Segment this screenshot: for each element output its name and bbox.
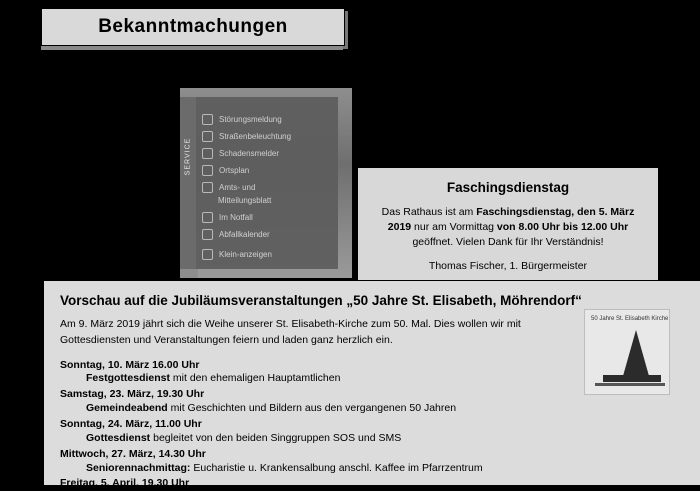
faschingsdienstag-signature: Thomas Fischer, 1. Bürgermeister (428, 259, 588, 272)
event-item (60, 448, 684, 476)
service-item: Im Notfall (202, 211, 338, 223)
bekanntmachungen-banner (41, 8, 345, 46)
church-base-shape (595, 383, 665, 386)
service-item: Straßenbeleuchtung (202, 130, 338, 142)
event-detail-bold: Gottesdienst (86, 431, 151, 444)
event-when: Mittwoch, 27. März, 14.30 Uhr (60, 447, 206, 460)
ads-icon (202, 249, 213, 260)
fasching-hours: von 8.00 Uhr bis 12.00 Uhr (496, 221, 629, 234)
church-spire-shape (623, 330, 649, 376)
service-item: Amts- und (202, 181, 338, 193)
faschingsdienstag-notice (358, 168, 658, 280)
vorschau-intro: Am 9. März 2019 jährt sich die Weihe unserer St. Elisabeth-Kirche zum 50. Mal. Dies wollen wir mit Gottesdiensten und Veranstaltungen feiern und laden ganz herzlich ein. (60, 318, 521, 346)
event-detail-bold: Gemeindeabend (86, 402, 168, 415)
banner-underline (41, 46, 343, 50)
lamp-icon (202, 131, 213, 142)
fasching-text-1: Das Rathaus ist am (381, 206, 477, 218)
church-thumbnail-text: 50 Jahre St. Elisabeth Kirche (591, 316, 669, 322)
event-detail-rest: mit Geschichten und Bildern aus den vergangenen 50 Jahren (167, 402, 457, 415)
vorschau-article (44, 281, 700, 490)
event-detail (60, 402, 684, 416)
service-tab (180, 97, 196, 269)
faschingsdienstag-body (370, 205, 646, 251)
event-detail-rest: mit den ehemaligen Hauptamtlichen (170, 372, 341, 385)
service-item-sub: Mitteilungsblatt (218, 196, 272, 205)
service-item: Abfallkalender (202, 228, 338, 240)
damage-icon (202, 148, 213, 159)
map-icon (202, 165, 213, 176)
church-nave-shape (603, 375, 661, 382)
fasching-date: Faschingsdienstag, den 5. März 2019 (387, 206, 635, 234)
service-item: Klein-anzeigen (202, 248, 338, 260)
event-when: Sonntag, 24. März, 11.00 Uhr (60, 417, 202, 430)
service-item: Ortsplan (202, 164, 338, 176)
page-title: Bekanntmachungen (98, 16, 288, 37)
service-tab-label: SERVICE (184, 137, 192, 176)
service-item: Schadensmelder (202, 147, 338, 159)
fasching-text-3: geöffnet. Vielen Dank für Ihr Verständnis! (412, 236, 604, 249)
event-detail (60, 432, 684, 446)
fasching-text-2: nur am Vormittag (411, 221, 497, 234)
event-detail-rest: begleitet von den beiden Singgruppen SOS und SMS (150, 431, 402, 444)
newspaper-icon (202, 182, 213, 193)
service-panel (196, 97, 338, 269)
event-when: Sonntag, 10. März 16.00 Uhr (60, 358, 200, 371)
event-detail-rest: Eucharistie u. Krankensalbung anschl. Kaffee im Pfarrzentrum (190, 461, 483, 474)
emergency-icon (202, 212, 213, 223)
event-item (60, 418, 684, 446)
warning-icon (202, 114, 213, 125)
event-when: Freitag, 5. April, 19.30 Uhr (60, 477, 190, 490)
event-detail-bold: Seniorennachmittag: (86, 461, 191, 474)
event-when: Samstag, 23. März, 19.30 Uhr (60, 388, 205, 401)
event-detail (60, 462, 684, 476)
trash-icon (202, 229, 213, 240)
event-detail-bold: Festgottesdienst (86, 372, 171, 385)
faschingsdienstag-title: Faschingsdienstag (446, 180, 570, 195)
vorschau-title: Vorschau auf die Jubiläumsveranstaltungen „50 Jahre St. Elisabeth, Möhrendorf“ (60, 293, 582, 308)
church-thumbnail (584, 309, 670, 395)
service-screenshot-image (180, 88, 352, 278)
event-item (60, 477, 684, 491)
service-item: Störungsmeldung (202, 113, 338, 125)
